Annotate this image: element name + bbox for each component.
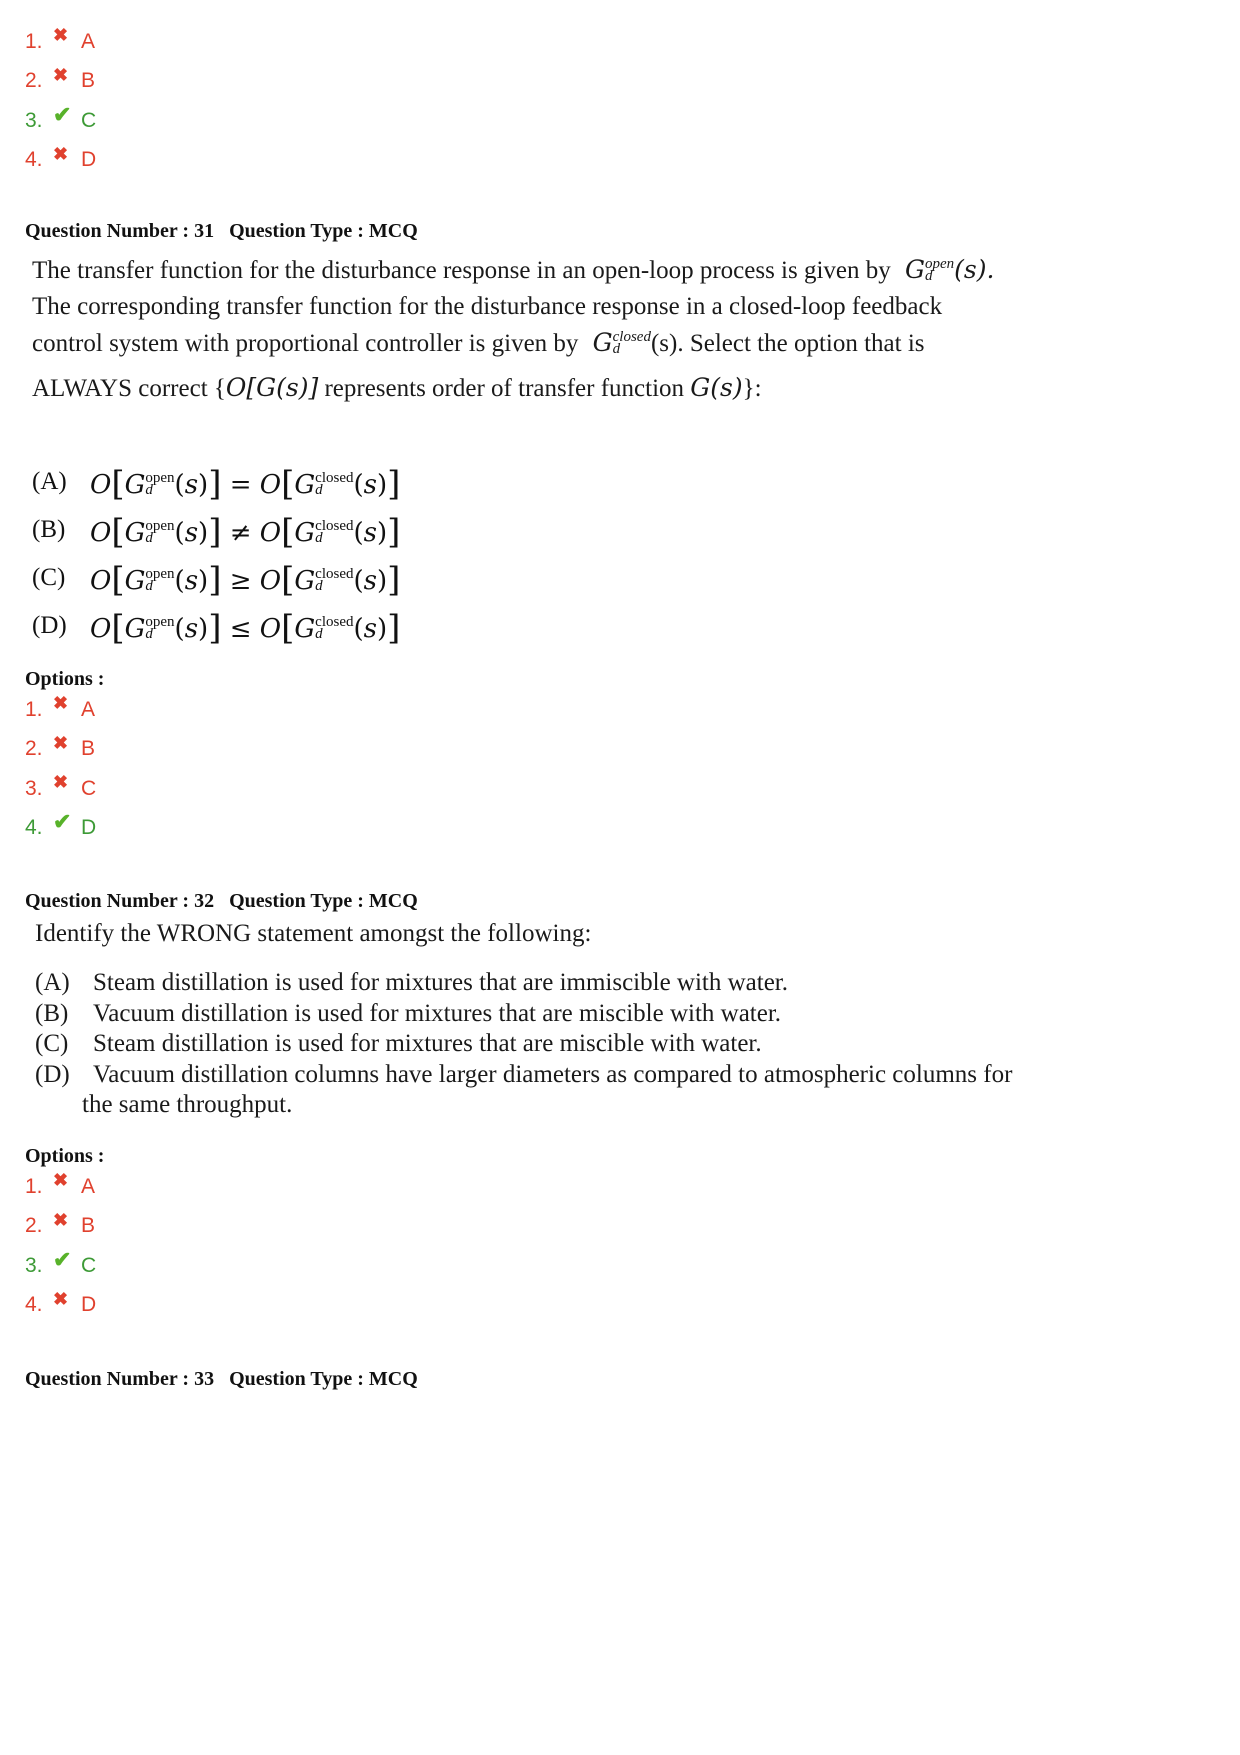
cross-icon: ✖	[53, 1288, 69, 1309]
question-number: Question Number : 31	[25, 220, 215, 242]
question-number: Question Number : 33	[25, 1368, 215, 1390]
option-letter: B	[81, 1214, 96, 1238]
question-31-options	[25, 690, 96, 848]
prev-options-list	[25, 22, 96, 180]
question-type: Question Type : MCQ	[229, 220, 418, 242]
option-number: 1.	[25, 1174, 43, 1198]
option-item[interactable]	[25, 1167, 96, 1207]
question-31-text	[32, 252, 994, 407]
option-item[interactable]	[25, 1207, 96, 1247]
cross-icon: ✖	[53, 732, 69, 753]
question-31-header	[25, 220, 428, 243]
option-number: 4.	[25, 148, 43, 172]
option-item[interactable]	[25, 101, 96, 141]
cross-icon: ✖	[53, 64, 69, 85]
option-item[interactable]	[25, 809, 96, 849]
choice-d-continued: the same throughput.	[82, 1091, 293, 1118]
option-letter: D	[81, 148, 97, 172]
option-item[interactable]	[25, 730, 96, 770]
check-icon: ✔	[53, 1246, 72, 1272]
option-letter: A	[81, 697, 96, 721]
option-letter: D	[81, 816, 97, 840]
question-type: Question Type : MCQ	[229, 890, 418, 912]
option-number: 1.	[25, 29, 43, 53]
question-32-options	[25, 1167, 96, 1325]
option-letter: C	[81, 776, 97, 800]
option-item[interactable]	[25, 62, 96, 102]
option-letter: C	[81, 108, 97, 132]
option-number: 3.	[25, 776, 43, 800]
cross-icon: ✖	[53, 25, 69, 46]
check-icon: ✔	[53, 809, 72, 835]
option-letter: C	[81, 1253, 97, 1277]
option-number: 4.	[25, 1293, 43, 1317]
option-item[interactable]	[25, 1246, 96, 1286]
choice-d: (D) Vacuum distillation columns have larger diameters as compared to atmospheric columns for	[35, 1060, 1013, 1088]
option-letter: B	[81, 69, 96, 93]
cross-icon: ✖	[53, 1209, 69, 1230]
cross-icon: ✖	[53, 693, 69, 714]
option-letter: A	[81, 1174, 96, 1198]
choice-c: (C) Steam distillation is used for mixtures that are miscible with water.	[35, 1030, 762, 1057]
option-number: 2.	[25, 1214, 43, 1238]
option-item[interactable]	[25, 1286, 96, 1326]
question-number: Question Number : 32	[25, 890, 215, 912]
question-type: Question Type : MCQ	[229, 1368, 418, 1390]
option-number: 1.	[25, 697, 43, 721]
question-33-header	[25, 1368, 428, 1391]
options-label: Options :	[25, 668, 105, 690]
choice-c: (C) O[G open d (s)] ≥ O[G closed d (s)]	[32, 560, 401, 600]
question-31-line-2: The corresponding transfer function for the disturbance response in a closed-loop feedback	[32, 293, 943, 320]
question-31-choices	[32, 458, 400, 650]
question-31-line-1: The transfer function for the disturbance response in an open-loop process is given by G open d (s).	[32, 255, 995, 284]
option-letter: D	[81, 1293, 97, 1317]
option-item[interactable]	[25, 22, 96, 62]
options-label: Options :	[25, 1145, 105, 1167]
choice-d: (D) O[G open d (s)] ≤ O[G closed d (s)]	[32, 608, 401, 648]
question-31-line-4: ALWAYS correct {O[G(s)] represents order of transfer function G(s)}:	[32, 373, 762, 402]
option-item[interactable]	[25, 141, 96, 181]
option-letter: B	[81, 737, 96, 761]
choice-b: (B) Vacuum distillation is used for mixtures that are miscible with water.	[35, 999, 782, 1027]
cross-icon: ✖	[53, 1170, 69, 1191]
option-number: 2.	[25, 737, 43, 761]
question-31-line-3: control system with proportional controller is given by G closed d (s). Select the option that is	[32, 328, 925, 357]
option-item[interactable]	[25, 769, 96, 809]
cross-icon: ✖	[53, 143, 69, 164]
question-32-choices	[35, 968, 1012, 1121]
option-number: 4.	[25, 816, 43, 840]
check-icon: ✔	[53, 101, 72, 127]
choice-b: (B) O[G open d (s)] ≠ O[G closed d (s)]	[32, 512, 401, 552]
option-item[interactable]	[25, 690, 96, 730]
option-number: 3.	[25, 1253, 43, 1277]
option-number: 3.	[25, 108, 43, 132]
option-letter: A	[81, 29, 96, 53]
choice-a: (A) Steam distillation is used for mixtures that are immiscible with water.	[35, 969, 789, 996]
question-32-header	[25, 890, 428, 913]
choice-a: (A) O[G open d (s)] = O[G closed d (s)]	[32, 464, 401, 504]
cross-icon: ✖	[53, 772, 69, 793]
question-32-text: Identify the WRONG statement amongst the following:	[35, 920, 592, 947]
option-number: 2.	[25, 69, 43, 93]
